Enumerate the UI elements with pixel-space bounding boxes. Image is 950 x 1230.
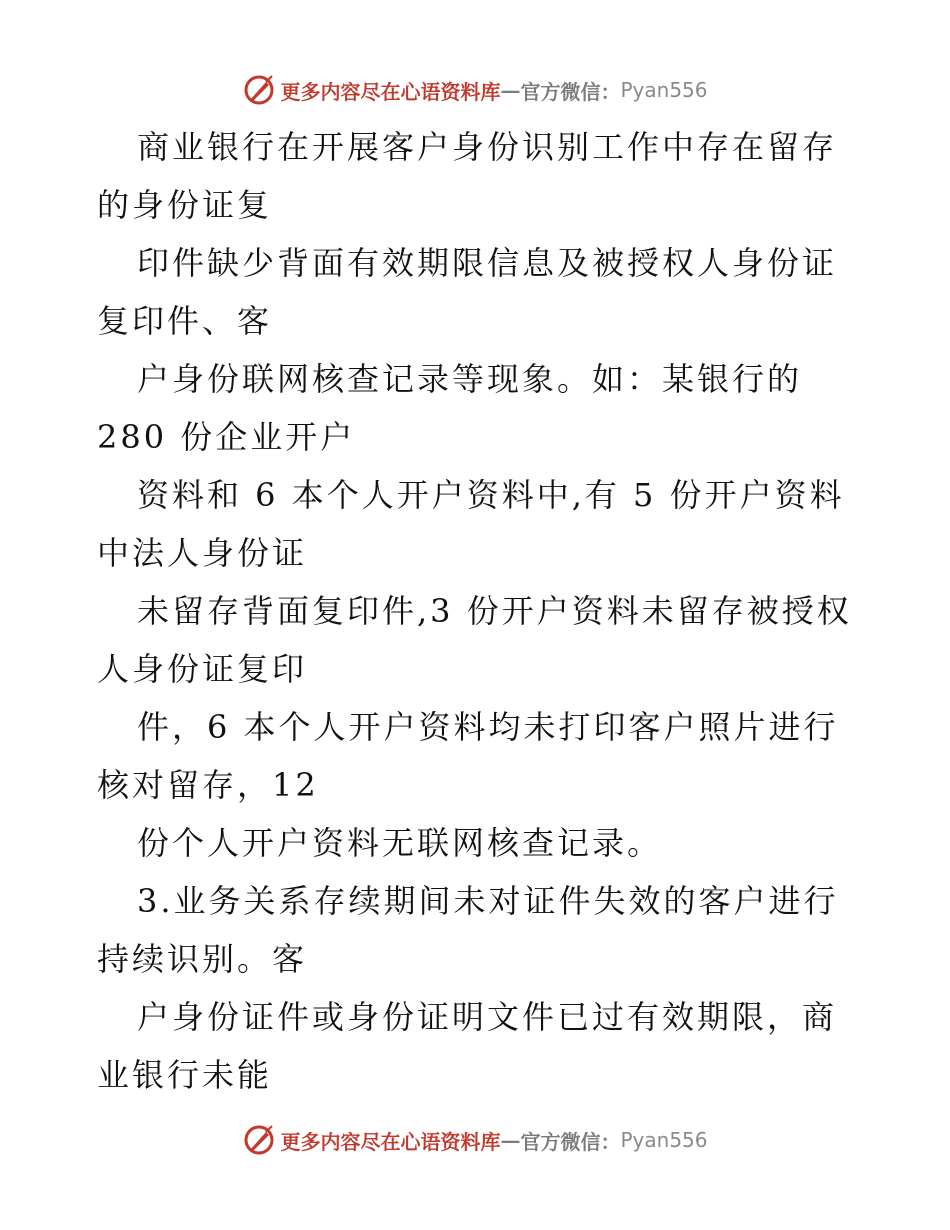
paragraph-4: 资料和 6 本个人开户资料中,有 5 份开户资料中法人身份证 (97, 476, 845, 572)
paragraph-5: 未留存背面复印件,3 份开户资料未留存被授权人身份证复印 (97, 592, 852, 688)
footer-label: 官方微信： (520, 1129, 621, 1154)
paragraph-8: 3.业务关系存续期间未对证件失效的客户进行持续识别。客 (97, 882, 839, 978)
paragraph-9: 户身份证件或身份证明文件已过有效期限，商业银行未能 (97, 998, 838, 1094)
header-banner (0, 70, 950, 110)
header-label: 官方微信： (520, 79, 621, 104)
paragraph-3: 户身份联网核查记录等现象。如：某银行的 280 份企业开户 (97, 360, 816, 456)
header-wechat-id: Pyan556 (620, 78, 708, 102)
paragraph-6: 件，6 本个人开户资料均未打印客户照片进行核对留存，12 (97, 708, 839, 804)
header-separator: — (500, 78, 521, 102)
quill-logo-icon (242, 73, 276, 107)
paragraph-1: 商业银行在开展客户身份识别工作中存在留存的身份证复 (97, 128, 838, 224)
footer-separator: — (500, 1128, 521, 1152)
paragraph-7: 份个人开户资料无联网核查记录。 (137, 824, 663, 862)
footer-wechat-id: Pyan556 (620, 1128, 708, 1152)
footer-brand: 更多内容尽在心语资料库 (280, 1129, 501, 1154)
header-brand: 更多内容尽在心语资料库 (280, 79, 501, 104)
document-body (97, 118, 857, 1104)
paragraph-2: 印件缺少背面有效期限信息及被授权人身份证复印件、客 (97, 244, 838, 340)
footer-banner (0, 1120, 950, 1160)
quill-logo-icon (242, 1123, 276, 1157)
